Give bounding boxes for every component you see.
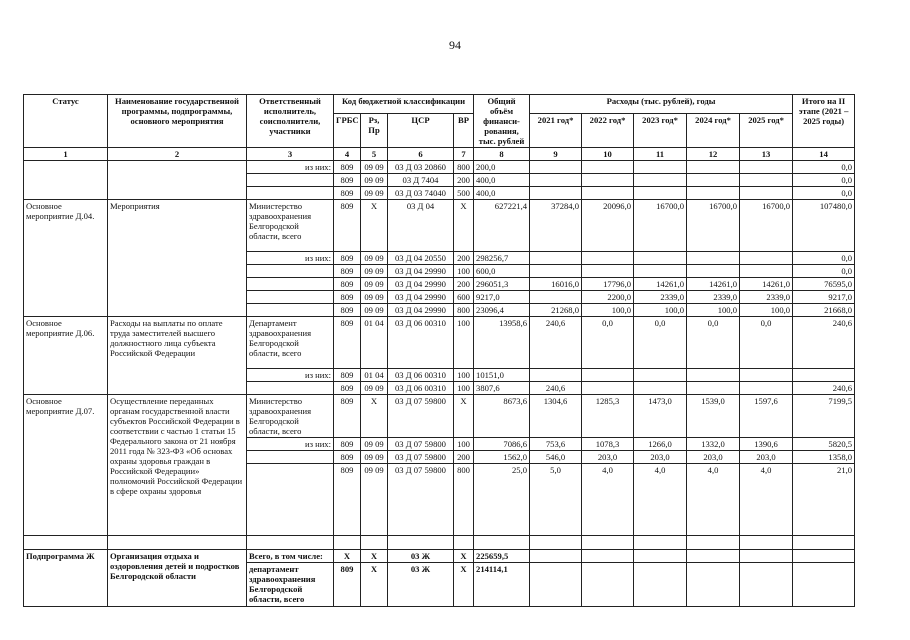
col-number: 11 xyxy=(634,148,687,161)
grbs-cell: 809 xyxy=(334,278,361,291)
rz-cell: 09 09 xyxy=(361,382,388,395)
vr-cell: 100 xyxy=(454,317,474,369)
y2021-cell xyxy=(530,252,582,265)
rz-cell: 09 09 xyxy=(361,187,388,200)
grbs-cell: 809 xyxy=(334,304,361,317)
itogo-cell: 21668,0 xyxy=(793,304,855,317)
header-responsible: Ответственный исполнитель, соисполнители, участники xyxy=(247,95,334,148)
col-number: 13 xyxy=(740,148,793,161)
resp-cell xyxy=(247,174,334,187)
resp-cell xyxy=(247,278,334,291)
csr-cell: 03 Д 06 00310 xyxy=(388,369,454,382)
y2025-cell xyxy=(740,174,793,187)
rz-cell: 09 09 xyxy=(361,304,388,317)
y2023-cell xyxy=(634,187,687,200)
rz-cell: 01 04 xyxy=(361,317,388,369)
y2023-cell xyxy=(634,252,687,265)
total-cell: 25,0 xyxy=(474,464,530,536)
itogo-cell: 21,0 xyxy=(793,464,855,536)
y2024-cell: 203,0 xyxy=(687,451,740,464)
csr-cell: 03 Д 06 00310 xyxy=(388,317,454,369)
y2024-cell xyxy=(687,252,740,265)
col-number: 4 xyxy=(334,148,361,161)
y2024-cell: 16700,0 xyxy=(687,200,740,252)
csr-cell: 03 Д 04 29990 xyxy=(388,304,454,317)
vr-cell: 200 xyxy=(454,252,474,265)
iz-nih-label: из них: xyxy=(247,369,334,382)
total-cell: 225659,5 xyxy=(474,550,530,563)
total-cell: 3807,6 xyxy=(474,382,530,395)
rz-cell: 09 09 xyxy=(361,291,388,304)
resp-cell xyxy=(247,187,334,200)
grbs-cell: 809 xyxy=(334,187,361,200)
budget-table xyxy=(23,94,855,607)
total-cell: 298256,7 xyxy=(474,252,530,265)
y2024-cell: 4,0 xyxy=(687,464,740,536)
status-cell xyxy=(24,161,108,200)
csr-cell: 03 Д 07 59800 xyxy=(388,438,454,451)
y2023-cell: 100,0 xyxy=(634,304,687,317)
d04-responsible: Министерство здравоохранения Белгородской области, всего xyxy=(247,200,334,252)
total-cell: 13958,6 xyxy=(474,317,530,369)
y2021-cell xyxy=(530,369,582,382)
y2021-cell xyxy=(530,161,582,174)
y2023-cell: 0,0 xyxy=(634,317,687,369)
y2025-cell: 100,0 xyxy=(740,304,793,317)
budget-sheet xyxy=(23,94,854,607)
y2025-cell xyxy=(740,563,793,607)
y2022-cell: 0,0 xyxy=(582,317,634,369)
y2021-cell: 753,6 xyxy=(530,438,582,451)
column-number-row xyxy=(24,148,855,161)
y2023-cell: 1473,0 xyxy=(634,395,687,438)
y2025-cell: 1390,6 xyxy=(740,438,793,451)
spacer-row xyxy=(24,536,855,550)
y2025-cell: 14261,0 xyxy=(740,278,793,291)
y2023-cell xyxy=(634,174,687,187)
y2021-cell: 1304,6 xyxy=(530,395,582,438)
header-itogo: Итого на II этапе (2021 – 2025 годы) xyxy=(793,95,855,148)
total-cell: 10151,0 xyxy=(474,369,530,382)
itogo-cell: 76595,0 xyxy=(793,278,855,291)
grbs-cell: 809 xyxy=(334,438,361,451)
vr-cell: Х xyxy=(454,395,474,438)
y2021-cell xyxy=(530,265,582,278)
y2023-cell xyxy=(634,382,687,395)
subprogram-status: Подпрограмма Ж xyxy=(24,550,108,607)
y2025-cell: 203,0 xyxy=(740,451,793,464)
y2021-cell xyxy=(530,291,582,304)
resp-cell xyxy=(247,382,334,395)
csr-cell: 03 Д 07 59800 xyxy=(388,451,454,464)
vr-cell: 100 xyxy=(454,265,474,278)
vr-cell: 200 xyxy=(454,278,474,291)
itogo-cell: 240,6 xyxy=(793,317,855,369)
y2021-cell xyxy=(530,563,582,607)
grbs-cell: 809 xyxy=(334,369,361,382)
col-number: 2 xyxy=(108,148,247,161)
y2022-cell: 4,0 xyxy=(582,464,634,536)
y2024-cell: 14261,0 xyxy=(687,278,740,291)
itogo-cell: 0,0 xyxy=(793,252,855,265)
y2022-cell xyxy=(582,369,634,382)
vr-cell: 600 xyxy=(454,291,474,304)
rz-cell: 09 09 xyxy=(361,438,388,451)
spacer-cell xyxy=(474,536,530,550)
total-cell: 9217,0 xyxy=(474,291,530,304)
y2022-cell xyxy=(582,550,634,563)
total-cell: 23096,4 xyxy=(474,304,530,317)
y2022-cell xyxy=(582,187,634,200)
total-cell: 8673,6 xyxy=(474,395,530,438)
col-number: 6 xyxy=(388,148,454,161)
y2025-cell xyxy=(740,369,793,382)
spacer-cell xyxy=(687,536,740,550)
y2022-cell: 20096,0 xyxy=(582,200,634,252)
csr-cell: 03 Д 7404 xyxy=(388,174,454,187)
csr-cell: 03 Д 06 00310 xyxy=(388,382,454,395)
subprogram-row-total xyxy=(24,550,855,563)
y2025-cell: 4,0 xyxy=(740,464,793,536)
y2025-cell: 0,0 xyxy=(740,317,793,369)
y2024-cell: 1539,0 xyxy=(687,395,740,438)
vr-cell: Х xyxy=(454,550,474,563)
y2023-cell xyxy=(634,369,687,382)
y2022-cell: 100,0 xyxy=(582,304,634,317)
header-total-fin xyxy=(474,95,530,148)
header-csr: ЦСР xyxy=(388,114,454,148)
grbs-cell: 809 xyxy=(334,174,361,187)
total-cell: 627221,4 xyxy=(474,200,530,252)
itogo-cell: 0,0 xyxy=(793,187,855,200)
header-kbk: Код бюджетной классификации xyxy=(334,95,474,114)
header-y2021: 2021 год* xyxy=(530,114,582,148)
vr-cell: 800 xyxy=(454,304,474,317)
itogo-cell: 7199,5 xyxy=(793,395,855,438)
grbs-cell: 809 xyxy=(334,451,361,464)
csr-cell: 03 Ж xyxy=(388,563,454,607)
spacer-cell xyxy=(740,536,793,550)
y2022-cell xyxy=(582,161,634,174)
header-row-1 xyxy=(24,95,855,114)
y2022-cell: 1285,3 xyxy=(582,395,634,438)
spacer-cell xyxy=(108,536,247,550)
itogo-cell: 0,0 xyxy=(793,174,855,187)
vr-cell: 100 xyxy=(454,438,474,451)
itogo-cell xyxy=(793,563,855,607)
subprogram-resp-dept: департамент здравоохранения Белгородской области, всего xyxy=(247,563,334,607)
header-total-fin-label: Общий объём финанси-рования, xyxy=(483,96,520,136)
total-cell: 296051,3 xyxy=(474,278,530,291)
header-total-fin-unit: тыс. рублей xyxy=(478,136,525,146)
y2021-cell xyxy=(530,550,582,563)
d06-name: Расходы на выплаты по оплате труда заместителей высшего должностного лица субъекта Российской Федерации xyxy=(108,317,247,395)
itogo-cell: 0,0 xyxy=(793,161,855,174)
header-grbs: ГРБС xyxy=(334,114,361,148)
d06-responsible: Департамент здравоохранения Белгородской области, всего xyxy=(247,317,334,369)
d07-responsible: Министерство здравоохранения Белгородской области, всего xyxy=(247,395,334,438)
col-number: 9 xyxy=(530,148,582,161)
itogo-cell xyxy=(793,550,855,563)
y2025-cell xyxy=(740,161,793,174)
csr-cell: 03 Д 04 29990 xyxy=(388,278,454,291)
col-number: 1 xyxy=(24,148,108,161)
y2025-cell: 16700,0 xyxy=(740,200,793,252)
total-cell: 214114,1 xyxy=(474,563,530,607)
vr-cell: Х xyxy=(454,563,474,607)
csr-cell: 03 Д 04 xyxy=(388,200,454,252)
d06-status: Основное мероприятие Д.06. xyxy=(24,317,108,395)
col-number: 10 xyxy=(582,148,634,161)
d07-status: Основное мероприятие Д.07. xyxy=(24,395,108,536)
y2024-cell: 0,0 xyxy=(687,317,740,369)
y2022-cell: 2200,0 xyxy=(582,291,634,304)
grbs-cell: 809 xyxy=(334,382,361,395)
y2024-cell: 2339,0 xyxy=(687,291,740,304)
y2022-cell xyxy=(582,563,634,607)
resp-cell xyxy=(247,451,334,464)
y2021-cell: 240,6 xyxy=(530,317,582,369)
spacer-cell xyxy=(247,536,334,550)
rz-cell: 09 09 xyxy=(361,265,388,278)
spacer-cell xyxy=(454,536,474,550)
total-cell: 200,0 xyxy=(474,161,530,174)
y2021-cell xyxy=(530,174,582,187)
csr-cell: 03 Д 04 20550 xyxy=(388,252,454,265)
grbs-cell: 809 xyxy=(334,265,361,278)
grbs-cell: 809 xyxy=(334,200,361,252)
spacer-cell xyxy=(530,536,582,550)
d06-main-row xyxy=(24,317,855,369)
grbs-cell: 809 xyxy=(334,464,361,536)
y2021-cell: 37284,0 xyxy=(530,200,582,252)
resp-cell xyxy=(247,304,334,317)
grbs-cell: 809 xyxy=(334,395,361,438)
spacer-cell xyxy=(388,536,454,550)
total-cell: 1562,0 xyxy=(474,451,530,464)
spacer-cell xyxy=(634,536,687,550)
page-number: 94 xyxy=(449,38,461,52)
d07-name: Осуществление переданных органам государственной власти субъектов Российской Федерации в соответствии с частью 1 статьи 15 Федерального закона от 21 ноября 2011 года № 323-ФЗ «Об основах охраны здоровья граждан в Российской Федерации» полномочий Российской Федерации в сфере охраны здоровья xyxy=(108,395,247,536)
y2023-cell xyxy=(634,265,687,278)
vr-cell: 800 xyxy=(454,464,474,536)
resp-cell xyxy=(247,291,334,304)
y2021-cell: 5,0 xyxy=(530,464,582,536)
y2023-cell: 2339,0 xyxy=(634,291,687,304)
vr-cell: Х xyxy=(454,200,474,252)
col-number: 14 xyxy=(793,148,855,161)
y2021-cell: 240,6 xyxy=(530,382,582,395)
y2024-cell xyxy=(687,369,740,382)
y2023-cell xyxy=(634,161,687,174)
spacer-cell xyxy=(582,536,634,550)
grbs-cell: 809 xyxy=(334,563,361,607)
y2022-cell: 17796,0 xyxy=(582,278,634,291)
itogo-cell: 240,6 xyxy=(793,382,855,395)
y2025-cell xyxy=(740,252,793,265)
header-y2024: 2024 год* xyxy=(687,114,740,148)
y2024-cell xyxy=(687,161,740,174)
y2021-cell: 21268,0 xyxy=(530,304,582,317)
rz-cell: Х xyxy=(361,550,388,563)
itogo-cell: 107480,0 xyxy=(793,200,855,252)
total-cell: 400,0 xyxy=(474,187,530,200)
vr-cell: 500 xyxy=(454,187,474,200)
header-y2025: 2025 год* xyxy=(740,114,793,148)
y2021-cell: 16016,0 xyxy=(530,278,582,291)
spacer-cell xyxy=(334,536,361,550)
grbs-cell: 809 xyxy=(334,317,361,369)
csr-cell: 03 Д 03 20860 xyxy=(388,161,454,174)
rz-cell: Х xyxy=(361,395,388,438)
csr-cell: 03 Д 03 74040 xyxy=(388,187,454,200)
grbs-cell: 809 xyxy=(334,252,361,265)
y2023-cell: 14261,0 xyxy=(634,278,687,291)
y2024-cell xyxy=(687,265,740,278)
y2024-cell xyxy=(687,563,740,607)
y2024-cell: 100,0 xyxy=(687,304,740,317)
grbs-cell: 809 xyxy=(334,161,361,174)
d07-main-row xyxy=(24,395,855,438)
iz-nih-label: из них: xyxy=(247,438,334,451)
header-status: Статус xyxy=(24,95,108,148)
y2024-cell xyxy=(687,187,740,200)
itogo-cell: 1358,0 xyxy=(793,451,855,464)
spacer-cell xyxy=(24,536,108,550)
y2022-cell xyxy=(582,252,634,265)
csr-cell: 03 Д 07 59800 xyxy=(388,464,454,536)
csr-cell: 03 Д 04 29990 xyxy=(388,291,454,304)
y2023-cell: 203,0 xyxy=(634,451,687,464)
d04-status: Основное мероприятие Д.04. xyxy=(24,200,108,317)
y2021-cell xyxy=(530,187,582,200)
rz-cell: 09 09 xyxy=(361,278,388,291)
csr-cell: 03 Д 07 59800 xyxy=(388,395,454,438)
col-number: 7 xyxy=(454,148,474,161)
name-cell xyxy=(108,161,247,200)
subprogram-resp-total: Всего, в том числе: xyxy=(247,550,334,563)
y2022-cell: 203,0 xyxy=(582,451,634,464)
vr-cell: 100 xyxy=(454,369,474,382)
vr-cell: 100 xyxy=(454,382,474,395)
csr-cell: 03 Ж xyxy=(388,550,454,563)
resp-cell xyxy=(247,265,334,278)
y2021-cell: 546,0 xyxy=(530,451,582,464)
rz-cell: 09 09 xyxy=(361,252,388,265)
header-expenses: Расходы (тыс. рублей), годы xyxy=(530,95,793,114)
csr-cell: 03 Д 04 29990 xyxy=(388,265,454,278)
rz-cell: Х xyxy=(361,563,388,607)
subprogram-name: Организация отдыха и оздоровления детей и подростков Белгородской области xyxy=(108,550,247,607)
y2023-cell xyxy=(634,550,687,563)
header-rz: Рз, Пр xyxy=(361,114,388,148)
y2024-cell xyxy=(687,382,740,395)
iz-nih-label: из них: xyxy=(247,161,334,174)
col-number: 12 xyxy=(687,148,740,161)
y2022-cell xyxy=(582,382,634,395)
itogo-cell: 0,0 xyxy=(793,265,855,278)
grbs-cell: 809 xyxy=(334,291,361,304)
y2023-cell: 1266,0 xyxy=(634,438,687,451)
rz-cell: 09 09 xyxy=(361,451,388,464)
header-vr: ВР xyxy=(454,114,474,148)
vr-cell: 200 xyxy=(454,174,474,187)
vr-cell: 800 xyxy=(454,161,474,174)
resp-cell xyxy=(247,464,334,536)
y2025-cell xyxy=(740,550,793,563)
header-y2023: 2023 год* xyxy=(634,114,687,148)
header-y2022: 2022 год* xyxy=(582,114,634,148)
y2023-cell: 4,0 xyxy=(634,464,687,536)
rz-cell: 09 09 xyxy=(361,464,388,536)
total-cell: 600,0 xyxy=(474,265,530,278)
y2025-cell: 1597,6 xyxy=(740,395,793,438)
rz-cell: 09 09 xyxy=(361,161,388,174)
spacer-cell xyxy=(793,536,855,550)
itogo-cell: 9217,0 xyxy=(793,291,855,304)
d04-main-row xyxy=(24,200,855,252)
y2022-cell xyxy=(582,265,634,278)
y2023-cell: 16700,0 xyxy=(634,200,687,252)
y2024-cell xyxy=(687,174,740,187)
y2023-cell xyxy=(634,563,687,607)
rz-cell: 01 04 xyxy=(361,369,388,382)
y2024-cell xyxy=(687,550,740,563)
header-program: Наименование государственной программы, подпрограммы, основного мероприятия xyxy=(108,95,247,148)
y2025-cell xyxy=(740,382,793,395)
itogo-cell: 5820,5 xyxy=(793,438,855,451)
grbs-cell: Х xyxy=(334,550,361,563)
y2025-cell xyxy=(740,265,793,278)
total-cell: 7086,6 xyxy=(474,438,530,451)
table-row xyxy=(24,161,855,174)
col-number: 3 xyxy=(247,148,334,161)
rz-cell: 09 09 xyxy=(361,174,388,187)
d04-name: Мероприятия xyxy=(108,200,247,317)
col-number: 8 xyxy=(474,148,530,161)
itogo-cell xyxy=(793,369,855,382)
spacer-cell xyxy=(361,536,388,550)
y2024-cell: 1332,0 xyxy=(687,438,740,451)
vr-cell: 200 xyxy=(454,451,474,464)
rz-cell: Х xyxy=(361,200,388,252)
y2025-cell xyxy=(740,187,793,200)
col-number: 5 xyxy=(361,148,388,161)
iz-nih-label: из них: xyxy=(247,252,334,265)
y2025-cell: 2339,0 xyxy=(740,291,793,304)
y2022-cell: 1078,3 xyxy=(582,438,634,451)
y2022-cell xyxy=(582,174,634,187)
total-cell: 400,0 xyxy=(474,174,530,187)
